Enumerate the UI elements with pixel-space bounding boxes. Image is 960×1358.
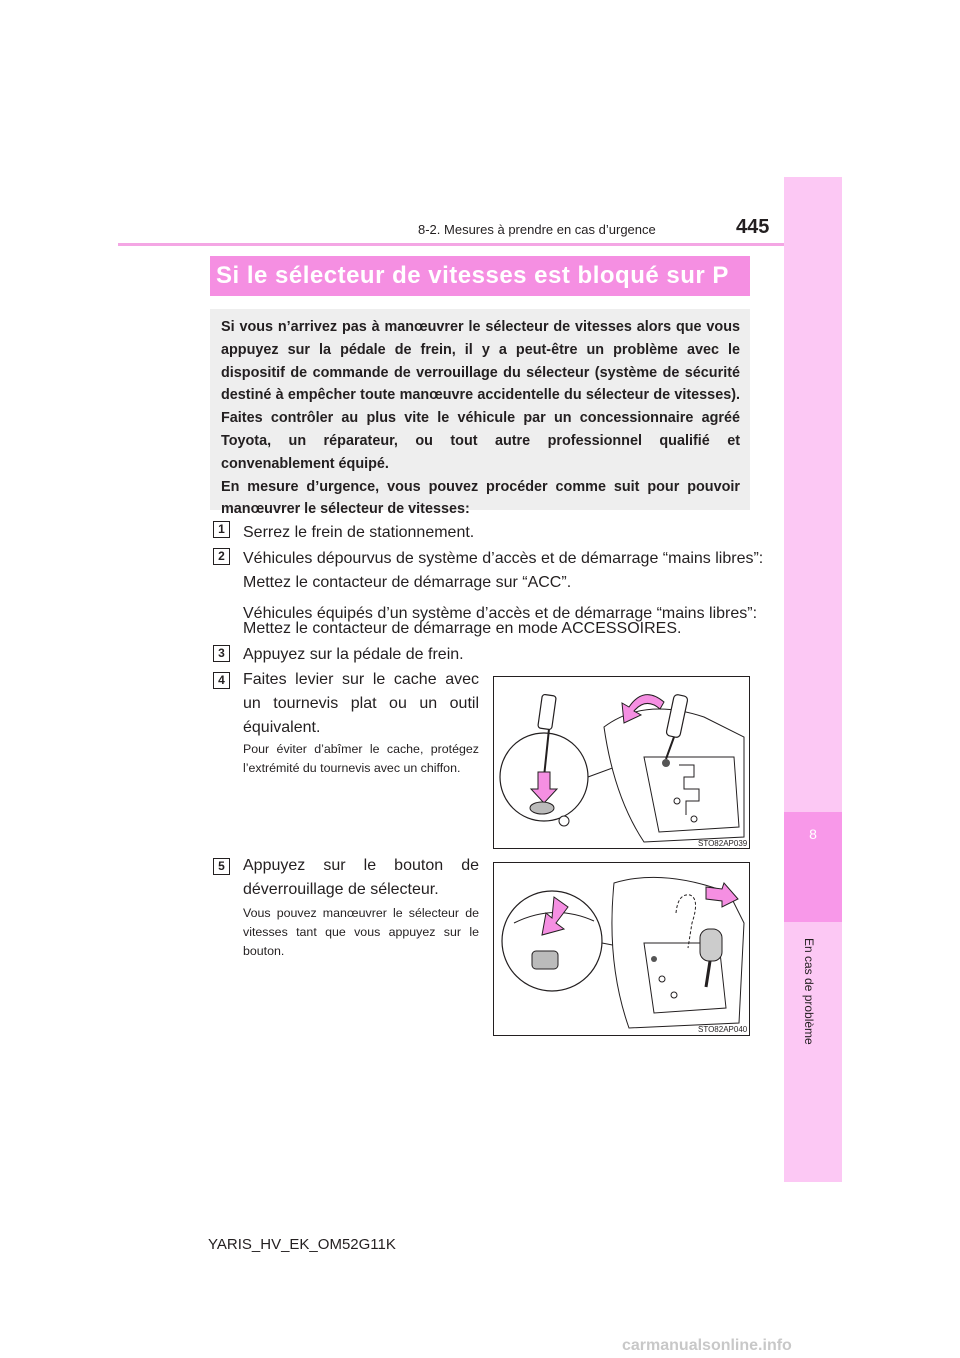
figure-code-040: STO82AP040 bbox=[698, 1025, 748, 1034]
step-1-text: Serrez le frein de stationnement. bbox=[243, 524, 475, 541]
footer-model-code: YARIS_HV_EK_OM52G11K bbox=[208, 1236, 396, 1253]
figure-code-039: STO82AP039 bbox=[698, 839, 748, 848]
step-2-text-a-line1: Véhicules dépourvus de système d’accès et de démarrage “mains libres”: bbox=[243, 550, 764, 567]
section-title: Si le sélecteur de vitesses est bloqué sur P bbox=[210, 256, 750, 296]
step-2-text-b-line1: Véhicules équipés d’un système d’accès et de démarrage “mains libres”: bbox=[243, 605, 758, 622]
step-number-2: 2 bbox=[213, 548, 230, 565]
step-number-3: 3 bbox=[213, 645, 230, 662]
notice-paragraph-1: Si vous n’arrivez pas à manœuvrer le sélecteur de vitesses alors que vous appuyez sur la pédale de frein, il y a peut-être un problème avec le dispositif de commande de verrouillage du sélecteur (système de sécurité destiné à empêcher toute manœuvre accidentelle du sélecteur de vitesses). Faites contrôler au plus vite le véhicule par un concessionnaire agréé Toyota, un réparateur, ou tout autre professionnel qualifié et convenablement équipé. bbox=[221, 319, 740, 472]
step-4-text: Faites levier sur le cache avec un tournevis plat ou un outil équivalent. bbox=[243, 671, 479, 736]
step-5-text: Appuyez sur le bouton de déverrouillage de sélecteur. bbox=[243, 857, 479, 898]
screwdriver-cover-illustration bbox=[494, 677, 749, 848]
step-4-note: Pour éviter d’abîmer le cache, protégez l’extrémité du tournevis avec un chiffon. bbox=[243, 742, 479, 775]
step-number-1: 1 bbox=[213, 521, 230, 538]
step-5-note: Vous pouvez manœuvrer le sélecteur de vitesses tant que vous appuyez sur le bouton. bbox=[243, 906, 479, 958]
watermark: carmanualsonline.info bbox=[622, 1337, 792, 1354]
page-number: 445 bbox=[736, 216, 770, 238]
step-number-4: 4 bbox=[213, 672, 230, 689]
figure-release-button bbox=[493, 862, 750, 1036]
step-2-text-a-line2: Mettez le contacteur de démarrage sur “ACC”. bbox=[243, 574, 572, 591]
header-section-title: 8-2. Mesures à prendre en cas d’urgence bbox=[418, 222, 656, 237]
notice-paragraph-2: En mesure d’urgence, vous pouvez procéder comme suit pour pouvoir manœuvrer le sélecteur de vitesses: bbox=[221, 478, 740, 518]
notice-box bbox=[210, 309, 750, 518]
header-rule bbox=[118, 243, 840, 246]
figure-screwdriver-cover bbox=[493, 676, 750, 849]
chapter-number: 8 bbox=[809, 826, 817, 842]
step-3-text: Appuyez sur la pédale de frein. bbox=[243, 646, 464, 663]
chapter-title: En cas de problème bbox=[802, 938, 816, 1045]
step-2-text-b-line2: Mettez le contacteur de démarrage en mode ACCESSOIRES. bbox=[243, 620, 682, 637]
step-number-5: 5 bbox=[213, 858, 230, 875]
release-button-illustration bbox=[494, 863, 749, 1035]
